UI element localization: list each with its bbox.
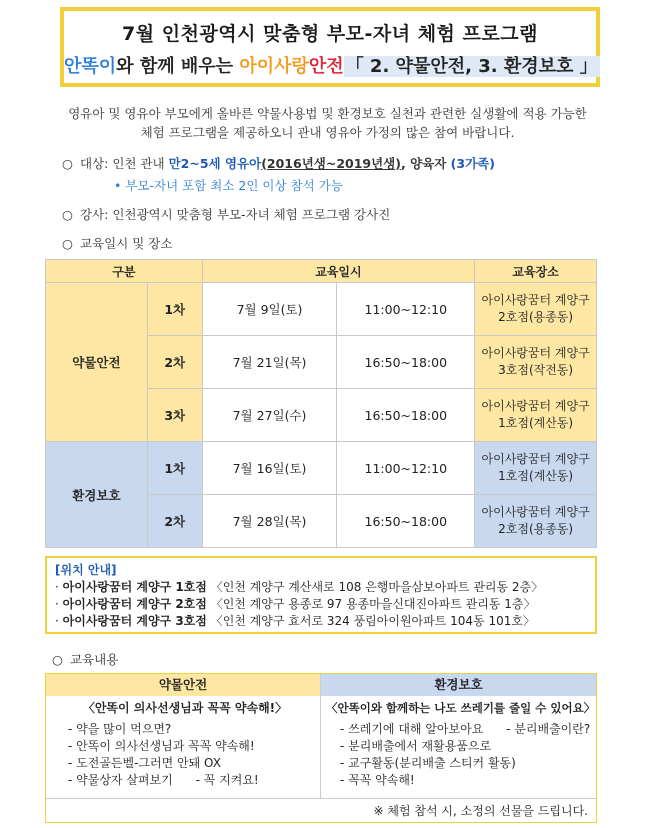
content-title-environment: 〈안똑이와 함께하는 나도 쓰레기를 줄일 수 있어요〉 [326, 701, 596, 715]
category-environment: 환경보호 [46, 442, 148, 548]
time-cell: 11:00~12:10 [337, 442, 475, 495]
target-years: (2016년생~2019년생) [261, 156, 401, 171]
title-brand: 아이사랑 [239, 56, 309, 77]
content-list-environment [326, 721, 594, 789]
header-datetime: 교육일시 [202, 260, 475, 283]
schedule-table [45, 259, 597, 548]
content-head-environment: 환경보호 [321, 674, 596, 696]
date-cell: 7월 28일(목) [202, 495, 337, 548]
title-mid-text: 와 함께 배우는 [116, 56, 240, 77]
location-line-2: 2호점(용종동) [498, 522, 574, 536]
time-cell: 16:50~18:00 [337, 336, 475, 389]
target-count: (3가족) [450, 156, 495, 171]
content-heading [52, 650, 118, 668]
content-body-environment [326, 696, 594, 789]
circle-bullet-icon: ○ [62, 207, 73, 222]
time-cell: 16:50~18:00 [337, 389, 475, 442]
session-cell: 2차 [147, 336, 202, 389]
location-cell [475, 389, 597, 442]
location-line-2: 3호점(작전동) [498, 363, 574, 377]
table-row [46, 442, 597, 495]
column-divider [320, 674, 321, 798]
header-category: 구분 [46, 260, 203, 283]
intro-line-2: 체험 프로그램을 제공하오니 관내 영유아 가정의 많은 참여 바랍니다. [140, 125, 515, 140]
title-topics: 「 2. 약물안전, 3. 환경보호 」 [345, 56, 598, 77]
location-name: 아이사랑꿈터 계양구 3호점 [62, 614, 207, 628]
circle-bullet-icon: ○ [52, 652, 63, 667]
location-address: 〈인천 계양구 계산새로 108 은행마을삼보아파트 관리동 2층〉 [210, 580, 544, 594]
location-cell [475, 283, 597, 336]
instructor-line [62, 205, 390, 223]
content-head-medicine: 약물안전 [46, 674, 320, 696]
list-item: - 도전골든벨-그러면 안돼 OX [68, 756, 221, 770]
intro-line-1: 영유아 및 영유아 부모에게 올바른 약물사용법 및 환경보호 실천과 관련한 실생활에 적용 가능한 [68, 106, 587, 121]
session-cell: 2차 [147, 495, 202, 548]
location-item: · 아이사랑꿈터 계양구 3호점 〈인천 계양구 효서로 324 풍림아이원아파트 104동 101호〉 [55, 614, 535, 628]
target-prefix: 대상: 인천 관내 [79, 156, 169, 171]
circle-bullet-icon: ○ [62, 236, 73, 251]
location-item: · 아이사랑꿈터 계양구 2호점 〈인천 계양구 용종로 97 용종마을신대진아파트 관리동 1층〉 [55, 597, 536, 611]
session-cell: 3차 [147, 389, 202, 442]
content-heading-text: 교육내용 [69, 652, 119, 667]
location-cell [475, 495, 597, 548]
location-line-1: 아이사랑꿈터 계양구 [481, 346, 590, 360]
schedule-heading-text: 교육일시 및 장소 [79, 236, 173, 251]
table-header-row [46, 260, 597, 283]
title-line-2 [64, 52, 596, 78]
list-item: - 안똑이 의사선생님과 꼭꼭 약속해! [68, 739, 255, 753]
location-address: 〈인천 계양구 용종로 97 용종마을신대진아파트 관리동 1층〉 [210, 597, 536, 611]
list-item: - 쓰레기에 대해 알아보아요 - 분리배출이란? [340, 722, 591, 736]
target-mid: , 양육자 [400, 156, 451, 171]
session-cell: 1차 [147, 442, 202, 495]
list-item: - 분리배출에서 재활용품으로 [340, 739, 492, 753]
location-line-1: 아이사랑꿈터 계양구 [481, 505, 590, 519]
session-cell: 1차 [147, 283, 202, 336]
location-line-2: 2호점(용종동) [498, 310, 574, 324]
content-footer-note: ※ 체험 참석 시, 소정의 선물을 드립니다. [373, 804, 588, 818]
target-age: 만2~5세 영유아 [168, 156, 262, 171]
location-guide-heading: [위치 안내] [55, 563, 117, 577]
location-line-1: 아이사랑꿈터 계양구 [481, 399, 590, 413]
date-cell: 7월 9일(토) [202, 283, 337, 336]
content-title-medicine: 〈안똑이 의사선생님과 꼭꼭 약속해!〉 [82, 701, 288, 715]
intro-text [30, 104, 625, 142]
time-cell: 16:50~18:00 [337, 495, 475, 548]
header-location: 교육장소 [475, 260, 597, 283]
schedule-heading [62, 234, 172, 252]
instructor-text: 강사: 인천광역시 맞춤형 부모-자녀 체험 프로그램 강사진 [79, 207, 391, 222]
location-item: · 아이사랑꿈터 계양구 1호점 〈인천 계양구 계산새로 108 은행마을삼보아파트 관리동 2층〉 [55, 580, 544, 594]
location-cell [475, 336, 597, 389]
list-item: - 꼭꼭 약속해! [340, 773, 415, 787]
content-body-medicine [54, 696, 316, 789]
list-item: - 교구활동(분리배출 스티커 활동) [340, 756, 516, 770]
location-name: 아이사랑꿈터 계양구 2호점 [62, 597, 207, 611]
category-medicine-safety: 약물안전 [46, 283, 148, 442]
list-item: - 약물상자 살펴보기 - 꼭 지켜요! [68, 773, 259, 787]
footer-divider [46, 798, 596, 799]
title-brand-safety: 안전 [308, 56, 344, 77]
location-line-1: 아이사랑꿈터 계양구 [481, 293, 590, 307]
title-line-1: 7월 인천광역시 맞춤형 부모-자녀 체험 프로그램 [122, 23, 538, 45]
location-address: 〈인천 계양구 효서로 324 풍림아이원아파트 104동 101호〉 [210, 614, 535, 628]
location-cell [475, 442, 597, 495]
content-list-medicine [54, 721, 316, 789]
date-cell: 7월 27일(수) [202, 389, 337, 442]
table-row [46, 283, 597, 336]
location-line-2: 1호점(계산동) [498, 416, 574, 430]
location-line-1: 아이사랑꿈터 계양구 [481, 452, 590, 466]
content-box [45, 673, 597, 823]
circle-bullet-icon: ○ [62, 156, 73, 171]
title-character-name: 안똑이 [64, 56, 117, 77]
date-cell: 7월 21일(목) [202, 336, 337, 389]
time-cell: 11:00~12:10 [337, 283, 475, 336]
location-name: 아이사랑꿈터 계양구 1호점 [62, 580, 207, 594]
title-box [60, 7, 600, 87]
target-line [62, 154, 495, 172]
date-cell: 7월 16일(토) [202, 442, 337, 495]
list-item: - 약을 많이 먹으면? [68, 722, 172, 736]
location-line-2: 1호점(계산동) [498, 469, 574, 483]
location-guide-box [45, 556, 597, 634]
target-note: • 부모-자녀 포함 최소 2인 이상 참석 가능 [114, 178, 343, 193]
